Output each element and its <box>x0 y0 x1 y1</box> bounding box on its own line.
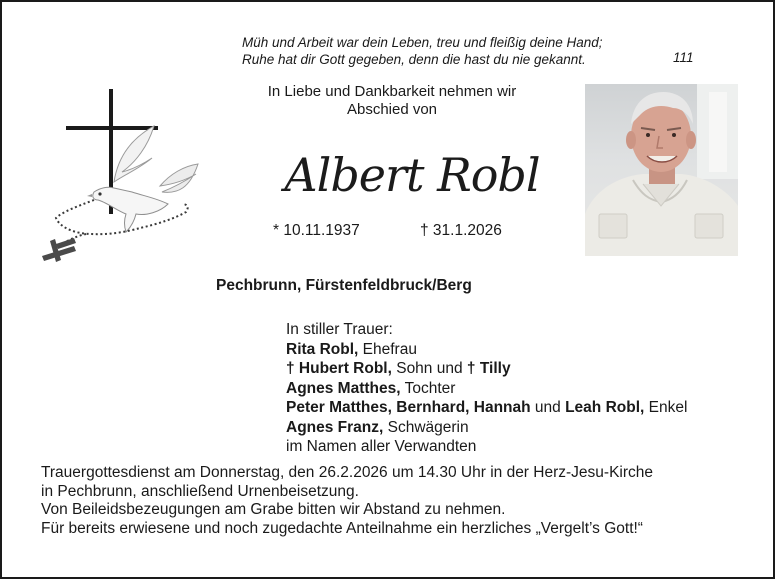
mourner-relation: Ehefrau <box>358 340 417 358</box>
place-of-residence: Pechbrunn, Fürstenfeldbruck/Berg <box>216 277 472 294</box>
cross-dove-rosary-icon <box>36 86 206 271</box>
mourner-name: Rita Robl, <box>286 340 359 358</box>
mourners-heading: In stiller Trauer: <box>286 321 393 338</box>
note-line: Von Beileidsbezeugungen am Grabe bitten wir Abstand zu nehmen. <box>41 501 506 518</box>
note-line: Trauergottesdienst am Donnerstag, den 26.2.2026 um 14.30 Uhr in der Herz-Jesu-Kirche <box>41 464 654 481</box>
mourner-name: † Tilly <box>466 360 511 377</box>
mourner-name: Leah Robl, <box>565 399 645 416</box>
poem-line-1: Müh und Arbeit war dein Leben, treu und fleißig deine Hand; <box>242 35 603 50</box>
mourner-row <box>286 418 687 438</box>
mourners-list <box>286 320 687 457</box>
mourner-name: Peter Matthes, Bernhard, Hannah <box>286 399 531 416</box>
intro-line-1: In Liebe und Dankbarkeit nehmen wir <box>267 83 517 100</box>
birth-date: * 10.11.1937 <box>273 222 360 239</box>
mourner-relation: Enkel <box>644 399 688 416</box>
mourner-name: Agnes Matthes, <box>286 379 401 397</box>
intro-line-2: Abschied von <box>346 101 438 118</box>
mourner-relation: Tochter <box>400 379 456 397</box>
mourner-row <box>286 359 687 379</box>
poem-number: 111 <box>673 50 694 65</box>
poem-line-2: Ruhe hat dir Gott gegeben, denn die hast du nie gekannt. <box>242 52 586 67</box>
mourner-relation: im Namen aller Verwandten <box>286 438 477 455</box>
mourner-name: Agnes Franz, <box>286 418 384 436</box>
deceased-name: Albert Robl <box>284 148 540 202</box>
mourner-relation: Schwägerin <box>383 418 469 436</box>
mourner-row <box>286 437 687 457</box>
mourner-row <box>286 398 687 418</box>
poem-verse <box>242 34 602 68</box>
mourner-relation: und <box>530 399 566 416</box>
death-date: † 31.1.2026 <box>420 222 502 239</box>
mourner-relation: Sohn und <box>391 360 467 377</box>
portrait-figure <box>585 84 738 256</box>
note-line: Für bereits erwiesene und noch zugedachte Anteilnahme ein herzliches „Vergelt’s Gott!“ <box>41 519 643 537</box>
mourner-row <box>286 379 687 399</box>
service-notes <box>41 464 653 538</box>
portrait-photo <box>585 84 738 256</box>
farewell-intro <box>222 83 562 119</box>
mourner-row <box>286 340 687 360</box>
note-line: in Pechbrunn, anschließend Urnenbeisetzung. <box>41 482 359 500</box>
mourner-name: † Hubert Robl, <box>286 360 392 377</box>
